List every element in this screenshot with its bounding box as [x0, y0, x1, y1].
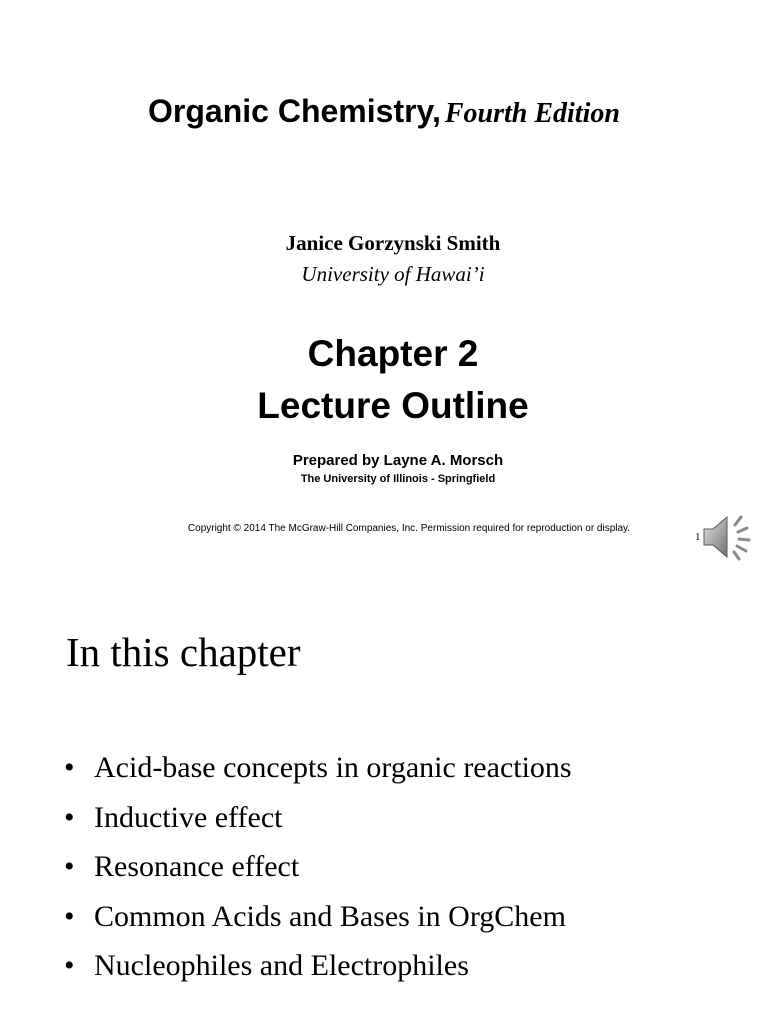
book-edition: Fourth Edition: [444, 98, 620, 129]
list-item-text: Common Acids and Bases in OrgChem: [94, 899, 566, 933]
list-item-text: Resonance effect: [94, 850, 300, 883]
chapter-subtitle: Lecture Outline: [257, 385, 529, 426]
book-title-main: Organic Chemistry,: [148, 93, 441, 129]
bullet-icon: •: [64, 899, 75, 933]
page-number: 1: [695, 531, 701, 543]
bullet-icon: •: [64, 751, 75, 784]
bullet-list: [64, 746, 572, 994]
list-item: [64, 845, 572, 895]
bullet-icon: •: [64, 949, 75, 982]
book-title: [0, 93, 768, 130]
slide-2: [0, 576, 768, 1024]
slide-title: In this chapter: [66, 629, 301, 675]
author-name: Janice Gorzynski Smith: [285, 231, 501, 255]
bullet-icon: •: [64, 850, 75, 883]
list-item-text: Nucleophiles and Electrophiles: [94, 949, 469, 982]
list-item: [64, 746, 572, 796]
author-institution: University of Hawai’i: [301, 262, 485, 286]
list-item-text: Acid-base concepts in organic reactions: [94, 751, 572, 784]
chapter-heading: [0, 328, 768, 432]
bullet-icon: •: [64, 800, 75, 834]
chapter-number: Chapter 2: [307, 333, 479, 374]
prepared-by: Prepared by Layne A. Morsch: [292, 452, 504, 469]
speaker-icon[interactable]: [701, 512, 755, 562]
list-item: [64, 895, 572, 945]
list-item: [64, 796, 572, 846]
list-item: [64, 944, 572, 994]
preparer-institution: The University of Illinois - Springfield: [300, 473, 496, 485]
copyright-notice: Copyright © 2014 The McGraw-Hill Companies, Inc. Permission required for reproduction or display.: [187, 523, 631, 534]
list-item-text: Inductive effect: [94, 800, 283, 834]
